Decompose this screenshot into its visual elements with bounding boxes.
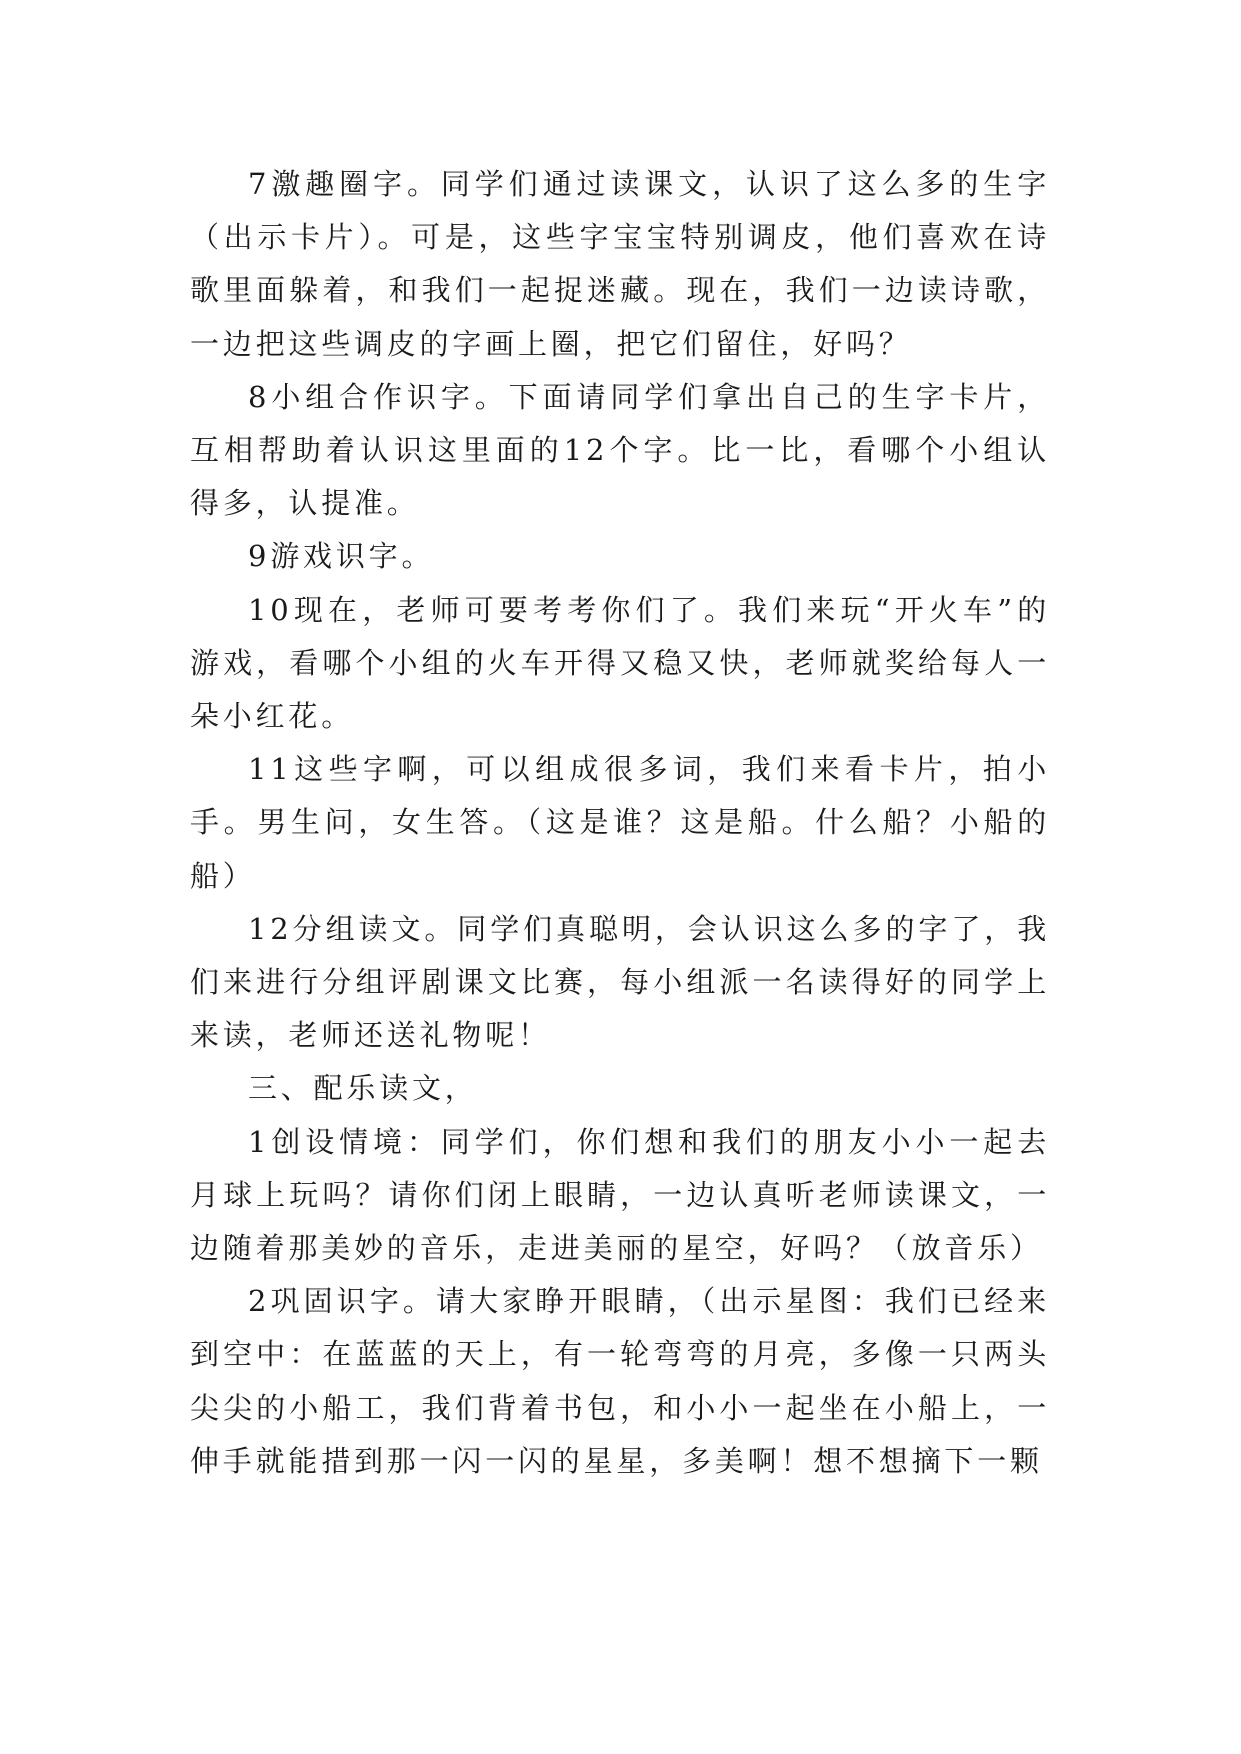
paragraph-3-2: 2巩固识字。请大家睁开眼睛，（出示星图：我们已经来到空中：在蓝蓝的天上，有一轮弯弯的月亮，多像一只两头尖尖的小船工，我们背着书包，和小小一起坐在小船上，一伸手就能措到那一闪一闪的星星，多美啊！想不想摘下一颗 bbox=[190, 1284, 1050, 1478]
paragraph-8: 8小组合作识字。下面请同学们拿出自己的生字卡片，互相帮助着认识这里面的12个字。比一比，看哪个小组认得多，认提准。 bbox=[190, 379, 1050, 521]
paragraph-3-1: 1创设情境：同学们，你们想和我们的朋友小小一起去月球上玩吗？请你们闭上眼睛，一边认真听老师读课文，一边随着那美妙的音乐，走进美丽的星空，好吗？（放音乐） bbox=[190, 1124, 1050, 1266]
paragraph-9: 9游戏识字。 bbox=[248, 539, 435, 574]
paragraph-11: 11这些字啊，可以组成很多词，我们来看卡片，拍小手。男生问，女生答。（这是谁？这是船。什么船？小船的船） bbox=[190, 752, 1050, 893]
paragraph-10: 10现在，老师可要考考你们了。我们来玩“开火车”的游戏，看哪个小组的火车开得又稳又快，老师就奖给每人一朵小红花。 bbox=[190, 592, 1050, 734]
section-heading-3: 三、配乐读文， bbox=[248, 1071, 478, 1106]
paragraph-12: 12分组读文。同学们真聪明，会认识这么多的字了，我们来进行分组评剧课文比赛，每小组派一名读得好的同学上来读，老师还送礼物呢！ bbox=[190, 911, 1050, 1053]
document-body bbox=[190, 158, 1050, 1488]
paragraph-7: 7激趣圈字。同学们通过读课文，认识了这么多的生字（出示卡片）。可是，这些字宝宝特别调皮，他们喜欢在诗歌里面躲着，和我们一起捉迷藏。现在，我们一边读诗歌，一边把这些调皮的字画上圈，把它们留住，好吗？ bbox=[190, 167, 1050, 361]
